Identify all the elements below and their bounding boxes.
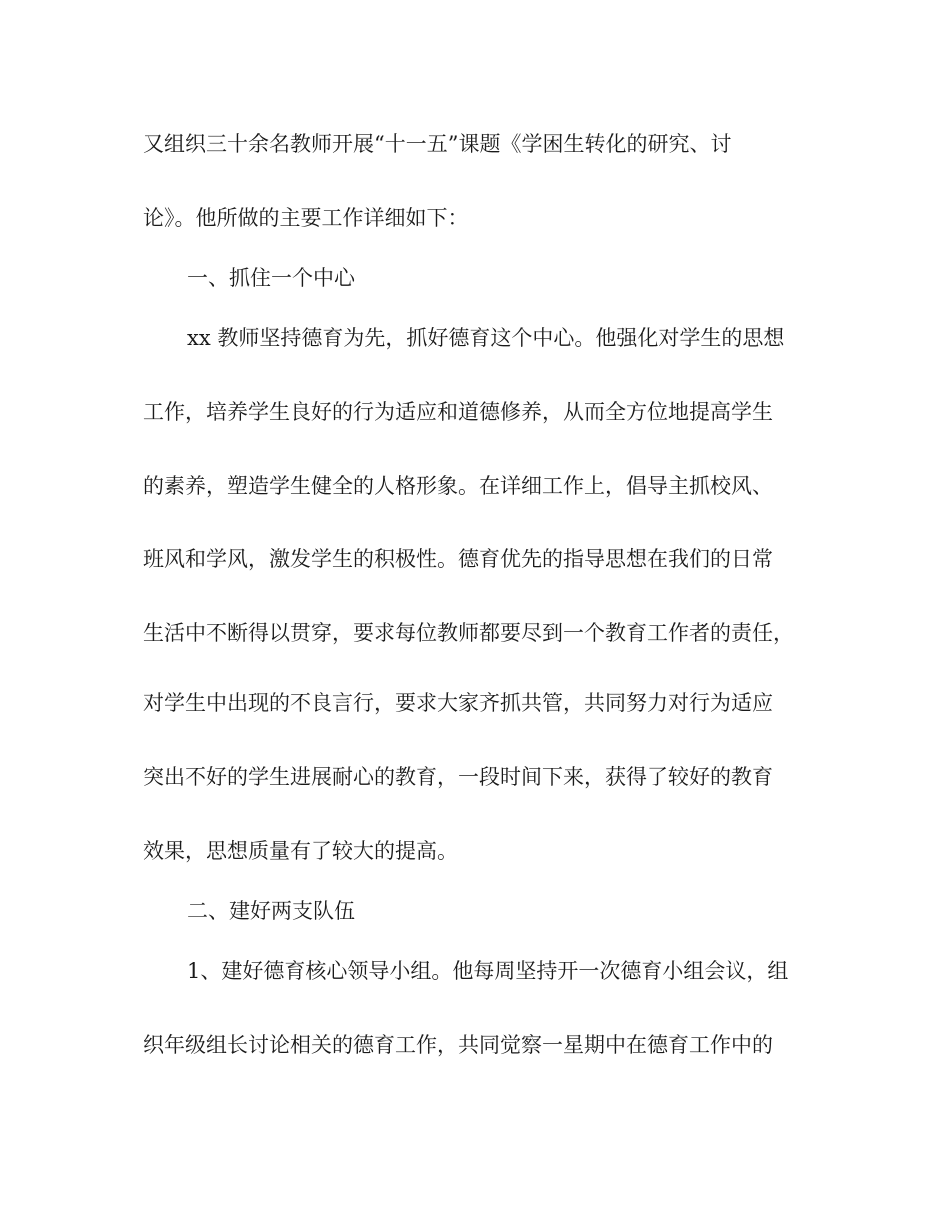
- text-line-5: 工作，培养学生良好的行为适应和道德修养，从而全方位地提高学生: [143, 400, 773, 424]
- text-line-8: 生活中不断得以贯穿，要求每位教师都要尽到一个教育工作者的责任，: [143, 621, 794, 645]
- text-line-11: 效果，思想质量有了较大的提高。: [143, 839, 458, 863]
- text-line-14: 织年级组长讨论相关的德育工作，共同觉察一星期中在德育工作中的: [143, 1033, 773, 1057]
- text-line-1: 又组织三十余名教师开展“十一五”课题《学困生转化的研究、讨: [143, 132, 732, 156]
- section-heading-2: 二、建好两支队伍: [187, 899, 355, 923]
- paragraph-start-line-2: 1、建好德育核心领导小组。他每周坚持开一次德育小组会议，组: [187, 959, 789, 983]
- text-line-10: 突出不好的学生进展耐心的教育，一段时间下来，获得了较好的教育: [143, 765, 773, 789]
- text-line-6: 的素养，塑造学生健全的人格形象。在详细工作上，倡导主抓校风、: [143, 474, 773, 498]
- text-line-7: 班风和学风，激发学生的积极性。德育优先的指导思想在我们的日常: [143, 547, 773, 571]
- section-heading-1: 一、抓住一个中心: [187, 266, 355, 290]
- paragraph-start-line: xx 教师坚持德育为先，抓好德育这个中心。他强化对学生的思想: [187, 326, 785, 350]
- text-line-2: 论》。他所做的主要工作详细如下：: [143, 206, 469, 230]
- text-line-9: 对学生中出现的不良言行，要求大家齐抓共管，共同努力对行为适应: [143, 691, 773, 715]
